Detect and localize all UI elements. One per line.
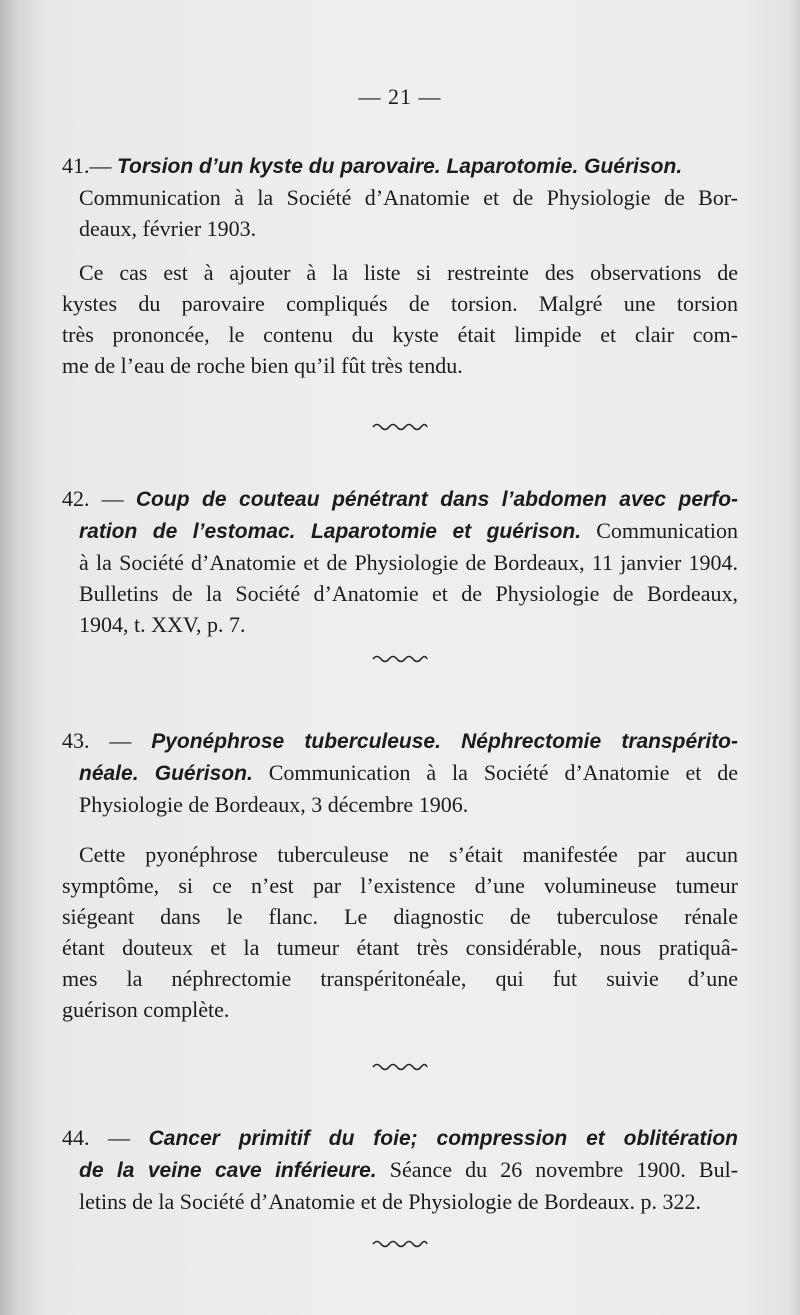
entry-41-heading — [62, 150, 738, 244]
entry-43-heading — [62, 725, 738, 820]
entry-43-number: 43. — — [62, 728, 132, 753]
entry-41-title: Torsion d’un kyste du parovaire. Laparotomie. Guérison. — [117, 155, 683, 178]
entry-41-body-line-2: kystes du parovaire compliqués de torsion. Malgré une torsion — [62, 291, 738, 316]
entry-43-body-line-2: symptôme, si ce n’est par l’existence d’une volumineuse tumeur — [62, 873, 738, 898]
entry-42-ref-line-2: Bulletins de la Société d’Anatomie et de Physiologie de Bordeaux, — [79, 581, 738, 606]
entry-44-title-line-2: de la veine cave inférieure. — [79, 1159, 377, 1182]
wavy-line-ornament-icon — [0, 420, 800, 434]
entry-43-body-line-1: Cette pyonéphrose tuberculeuse ne s’était manifestée par aucun — [79, 842, 738, 867]
entry-44-number: 44. — — [62, 1125, 131, 1150]
entry-43-body-line-4: étant douteux et la tumeur étant très considérable, nous pratiquâ- — [62, 935, 738, 960]
entry-44-ref-line-1: letins de la Société d’Anatomie et de Physiologie de Bordeaux. p. 322. — [79, 1189, 701, 1214]
entry-44-ref-inline: Séance du 26 novembre 1900. Bul- — [389, 1157, 739, 1182]
entry-43-title-line-1: Pyonéphrose tuberculeuse. Néphrectomie transpérito- — [151, 730, 739, 753]
entry-42-number: 42. — — [62, 486, 124, 511]
entry-41-number: 41.— — [62, 153, 112, 178]
entry-44-heading — [62, 1122, 738, 1217]
entry-41-body-line-1: Ce cas est à ajouter à la liste si restreinte des observations de — [79, 260, 738, 285]
entry-42-title-line-1: Coup de couteau pénétrant dans l’abdomen avec perfo- — [135, 488, 739, 511]
entry-41-body — [62, 257, 738, 381]
entry-44-title-line-1: Cancer primitif du foie; compression et oblitération — [148, 1127, 739, 1150]
entry-43-body-line-5: mes la néphrectomie transpéritonéale, qui fut suivie d’une — [62, 966, 738, 991]
entry-43-body-line-3: siégeant dans le flanc. Le diagnostic de tuberculose rénale — [62, 904, 738, 929]
entry-42-ref-line-1: à la Société d’Anatomie et de Physiologie de Bordeaux, 11 janvier 1904. — [79, 550, 738, 575]
wavy-line-ornament-icon — [0, 652, 800, 666]
entry-41-body-line-4: me de l’eau de roche bien qu’il fût très tendu. — [62, 353, 463, 378]
entry-42-title-line-2: ration de l’estomac. Laparotomie et guérison. — [79, 520, 582, 543]
entry-42-heading — [62, 483, 738, 640]
wavy-line-ornament-icon — [0, 1237, 800, 1251]
entry-43-body-line-6: guérison complète. — [62, 997, 230, 1022]
entry-41-ref-line-2: deaux, février 1903. — [79, 216, 257, 241]
entry-42-ref-inline: Communication — [596, 518, 739, 543]
entry-43-title-line-2: néale. Guérison. — [79, 762, 253, 785]
entry-43-body — [62, 839, 738, 1025]
wavy-line-ornament-icon — [0, 1060, 800, 1074]
entry-41-body-line-3: très prononcée, le contenu du kyste était limpide et clair com- — [62, 322, 738, 347]
entry-43-ref-line-1: Physiologie de Bordeaux, 3 décembre 1906. — [79, 792, 469, 817]
entry-42-ref-line-3: 1904, t. XXV, p. 7. — [79, 612, 246, 637]
entry-41-ref-line-1: Communication à la Société d’Anatomie et de Physiologie de Bor- — [79, 185, 738, 210]
page-number: — 21 — — [358, 84, 442, 109]
entry-43-ref-inline: Communication à la Société d’Anatomie et de — [268, 760, 738, 785]
